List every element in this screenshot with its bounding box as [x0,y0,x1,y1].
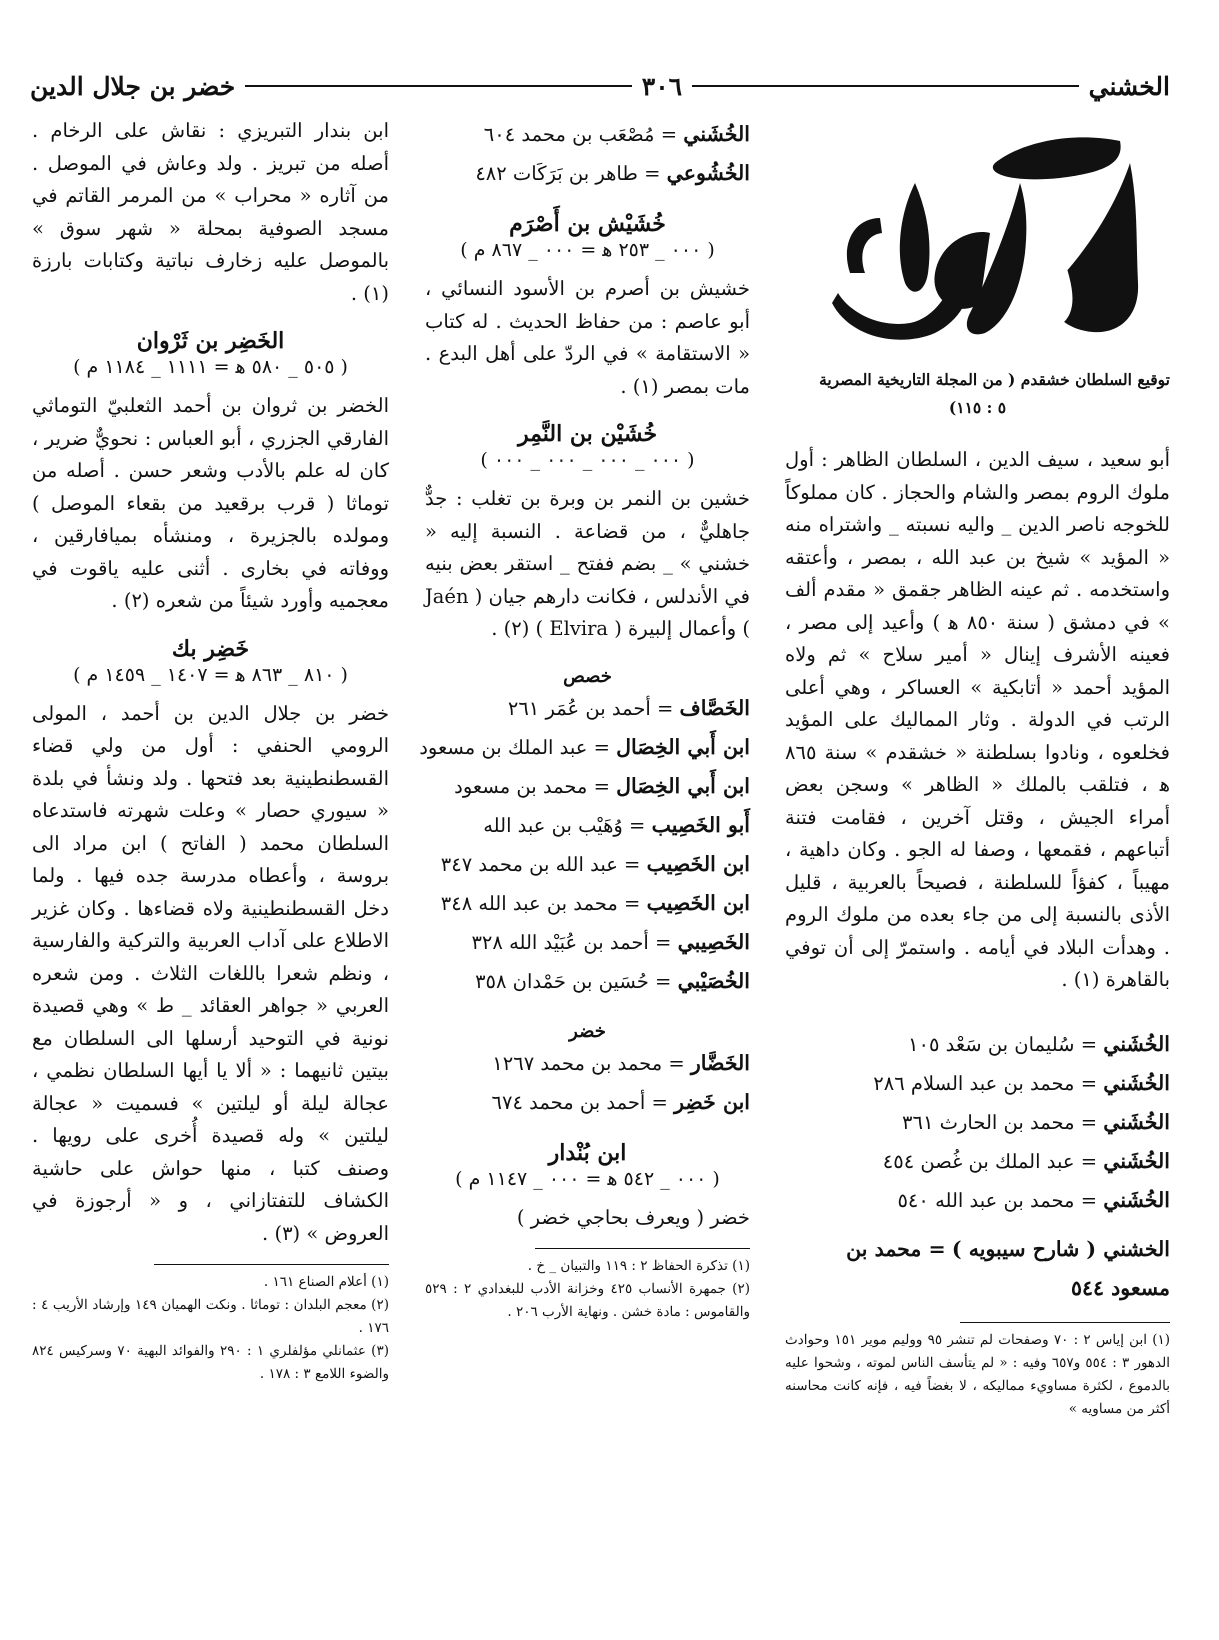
footnote: (١) ابن إياس ٢ : ٧٠ وصفحات لم تنشر ٩٥ ووليم موير ١٥١ وحوادث الدهور ٣ : ٥٥٤ و٦٥٧ وفيه : « لم يتأسف الناس لموته ، وشحوا عليه بالدموع ، لكثرة مساويء مماليكه ، لا بغضاً فيه ، فإنه كانت محاسنه أكثر من مساويه » [785,1331,1171,1417]
footnote-rule [154,1264,389,1265]
entry-dates: ( ٠٠٠ _ ٠٠٠ _ ٠٠٠ _ ٠٠٠ ) [480,449,695,471]
cross-reference: الخَصِيبي = أحمد بن عُبَيْد الله ٣٢٨ [471,929,750,954]
calligraphy-signature [820,123,1150,358]
signature-label [1149,358,1150,359]
entry-title: خَضِر بك [171,635,250,662]
cross-reference: الخَضَّار = محمد بن محمد ١٢٦٧ [492,1050,750,1075]
footnote: (٢) جمهرة الأنساب ٤٢٥ وخزانة الأدب للبغدادي ٢ : ٥٢٩ والقاموس : مادة خشن . ونهاية الأرب ٢٠٦ . [425,1281,750,1320]
left-column [32,115,389,1610]
entry-text: خضر ( ويعرف بحاجي خضر ) [516,1205,750,1229]
page-number: ٣٠٦ [641,71,683,101]
root-heading: خصص [563,665,612,687]
footnote: (٣) عثمانلي مؤلفلري ١ : ٢٩٠ والفوائد البهية ٧٠ وسركيس ٨٢٤ والضوء اللامع ٣ : ١٧٨ . [32,1343,389,1382]
running-header [30,66,1170,106]
cross-reference: الخَصَّاف = أحمد بن عُمَر ٢٦١ [507,695,750,720]
footnote: (٢) معجم البلدان : توماثا . ونكت الهميان ١٤٩ وإرشاد الأريب ٤ : ١٧٦ . [32,1297,390,1336]
cross-reference: الخُشُوعي = طاهر بن بَرَكَات ٤٨٢ [475,161,750,185]
header-left-headword: خضر بن جلال الدين [30,71,236,101]
cross-reference: الخُصَيْبي = حُسَين بن حَمْدان ٣٥٨ [475,968,750,993]
cross-reference: ابن الخَصِيب = عبد الله بن محمد ٣٤٧ [440,851,750,876]
cross-reference: الخُشَني = مُصْعَب بن محمد ٦٠٤ [483,122,750,146]
cross-reference: ابن أَبي الخِصَال = عبد الملك بن مسعود [419,734,750,759]
entry-text: ابن بندار التبريزي : نقاش على الرخام . أصله من تبريز . ولد وعاش في الموصل . من آثاره « محراب » من المرمر القاتم في مسجد الصوفية بمحلة « شهر سوق » بالموصل عليه زخارف نباتية وكتابات بارزة (١) . [32,119,389,305]
cross-reference: ابن أَبي الخِصَال = محمد بن مسعود [454,773,750,798]
root-heading: خضر [569,1020,606,1042]
cross-reference: ابن الخَصِيب = محمد بن عبد الله ٣٤٨ [440,890,750,915]
refs-khushani [785,1025,1170,1220]
footnote: (١) تذكرة الحفاظ ٢ : ١١٩ والتبيان _ خ . [527,1258,750,1274]
cross-reference: الخُشَني = محمد بن عبد الله ٥٤٠ [897,1187,1170,1212]
cross-reference: أَبو الخَصِيب = وُهَيْب بن عبد الله [483,812,750,837]
entry-title: ابن بُنْدار [548,1139,627,1166]
right-column [785,115,1170,1610]
footnote: (١) أعلام الصناع ١٦١ . [263,1274,389,1290]
footnote-rule [960,1322,1170,1323]
entry-text: خضر بن جلال الدين بن أحمد ، المولى الرومي الحنفي : أول من ولي قضاء القسطنطينية بعد فتحها . ولد ونشأ في بلدة « سيوري حصار » وعلت شهرته فاستدعاه السلطان محمد ( الفاتح ) ابن مراد الى بروسة ، وأعطاه مدرسة جده فيها . ولما دخل القسطنطينية ولاه قضاءها . وكان غزير الاطلاع على آداب العربية والتركية والفارسية ، ونظم شعرا باللغات الثلاث . ومن شعره العربي « جواهر العقائد _ ط » وهي قصيدة نونية في التوحيد أرسلها الى السلطان مع بيتين ثانيهما : « ألا يا أيها السلطان نظمي ، عجالة ليلة أو ليلتين » فسميت « عجالة ليلتين » وله قصيدة أُخرى على رويها . وصنف كتبا ، منها حواش على حاشية الكشاف للتفتازاني ، و « أرجوزة في العروض » (٣) . [32,701,389,1245]
footnote-rule [535,1248,750,1249]
cross-reference-sibawayh: الخشني ( شارح سيبويه ) = محمد بن مسعود ٥٤٤ [846,1236,1170,1300]
khushqadam-entry-text: أبو سعيد ، سيف الدين ، السلطان الظاهر : أول ملوك الروم بمصر والشام والحجاز . كان مملوكاً للخوجه ناصر الدين _ واليه نسبته _ واشتراه منه « المؤيد » شيخ بن عبد الله ، بمصر ، وأعتقه واستخدمه . ثم عينه الظاهر جقمق « مقدم ألف » في دمشق ( سنة ٨٥٠ ﻫ ) وأعيد إلى مصر ، فعينه الأشرف إينال « أمير سلاح » ثم ولاه المؤيد أحمد « أتابكية » العساكر ، وهي أعلى الرتب في الدولة . وثار المماليك على المؤيد فخلعوه ، ونادوا بسلطنة « خشقدم » سنة ٨٦٥ ﻫ ، فتلقب بالملك « الظاهر » وسجن بعض أمراء الجيش ، وقتل آخرين ، فقامت فتنة أتباعهم ، فقمعها ، وصفا له الجو . وكان داهية ، مهيباً ، كفؤاً للسلطنة ، فصيحاً بالعربية ، قليل الأذى بالنسبة إلى من جاء بعده من ملوك الروم . وهدأت البلاد في أيامه . واستمرّ إلى أن توفي بالقاهرة (١) . [785,448,1170,991]
header-rule-left [245,85,632,87]
cross-reference: الخُشَني = محمد بن عبد السلام ٢٨٦ [873,1070,1170,1095]
sultan-signature-image [820,123,1150,358]
entry-title: خُشَيْن بن النَّمِر [517,421,658,447]
entry-text: خشين بن النمر بن وبرة بن تغلب : جدٌّ جاهليٌّ ، من قضاعة . النسبة إليه « خشني » _ بضم ففتح _ استقر بعض بنيه في الأندلس ، فكانت دارهم جيان ( Jaén ) وأعمال إلبيرة ( Elvira ) (٢) . [424,487,750,640]
entry-dates: ( ٥٠٥ _ ٥٨٠ ﻫ = ١١١١ _ ١١٨٤ م ) [73,356,348,378]
header-right-headword: الخشني [1088,71,1170,101]
signature-caption [785,366,1170,422]
caption-line1: توقيع السلطان خشقدم ( من المجلة التاريخية المصرية [819,370,1170,389]
entry-dates: ( ٠٠٠ _ ٥٤٢ ﻫ = ٠٠٠ _ ١١٤٧ م ) [455,1167,720,1190]
entry-title: خُشَيْش بن أَصْرَم [509,211,666,237]
cross-reference: الخُشَني = محمد بن الحارث ٣٦١ [902,1109,1170,1134]
entry-text: الخضر بن ثروان بن أحمد الثعلبيّ التوماثي الفارقي الجزري ، أبو العباس : نحويٌّ ضرير ، كان له علم بالأدب وشعر حسن . أصله من توماثا ( قرب برقعيد من بقعاء الموصل ) ومولده بالجزيرة ، ومنشأه بميافارقين ، ووفاته في بخارى . أثنى عليه ياقوت في معجميه وأورد شيئاً من شعره (٢) . [32,394,389,612]
caption-line2: ٥ : ١١٥) [948,398,1007,417]
middle-column [419,115,750,1610]
header-rule-right [692,85,1079,87]
cross-reference: الخُشَني = سُليمان بن سَعْد ١٠٥ [908,1031,1170,1056]
entry-title: الخَضِر بن ثَرْوان [136,328,285,354]
entry-text: خشيش بن أصرم بن الأسود النسائي ، أبو عاصم : من حفاظ الحديث . له كتاب « الاستقامة » في الردّ على أهل البدع . مات بمصر (١) . [425,277,750,398]
entry-dates: ( ٠٠٠ _ ٢٥٣ ﻫ = ٠٠٠ _ ٨٦٧ م ) [460,239,715,261]
entry-dates: ( ٨١٠ _ ٨٦٣ ﻫ = ١٤٠٧ _ ١٤٥٩ م ) [73,663,348,686]
cross-reference: ابن خَضِر = أحمد بن محمد ٦٧٤ [491,1089,750,1114]
cross-reference: الخُشَني = عبد الملك بن غُصن ٤٥٤ [882,1148,1170,1173]
